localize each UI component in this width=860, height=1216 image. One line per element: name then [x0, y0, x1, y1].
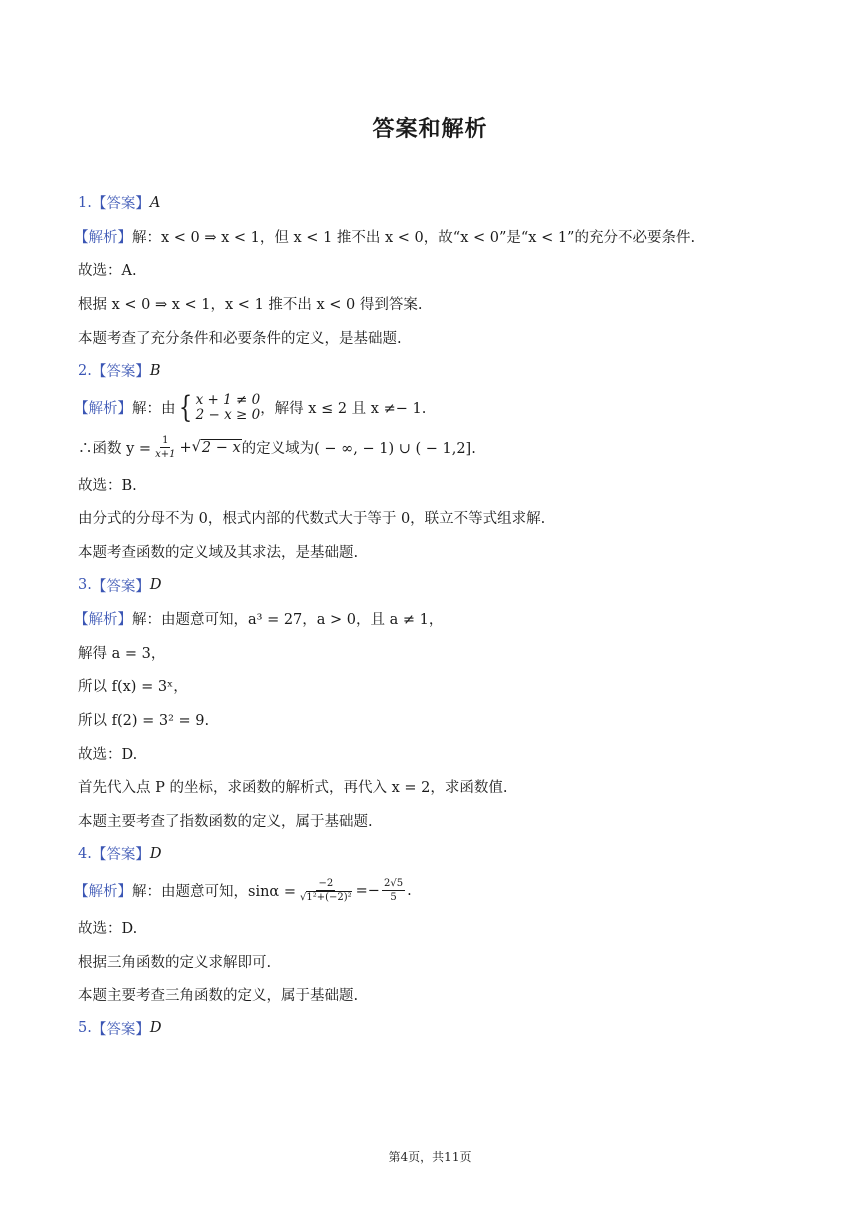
q4-end: .: [407, 882, 412, 899]
sqrt-icon: √: [191, 439, 201, 456]
q4-explanation: [74, 871, 778, 911]
q4-answer-line: [78, 837, 778, 871]
q2-domain-line: [78, 428, 778, 468]
q4-exp-tag: 【解析】: [74, 884, 132, 901]
q2-sqrt: [192, 439, 242, 456]
q4-fraction-1-radicand: 1²+(−2)²: [306, 891, 352, 903]
q5-number: 5.: [78, 1020, 92, 1037]
q2-plus: +: [179, 439, 192, 456]
q1-choose: 故选：A.: [78, 263, 137, 280]
page-footer: 第4页，共11页: [388, 1150, 472, 1164]
q2-answer-line: [78, 354, 778, 388]
q2-exp-pre: 解：由: [132, 401, 176, 418]
q2-fraction: [153, 435, 177, 461]
q4-fraction-1-denominator: [298, 891, 354, 904]
q2-inequality-system: [176, 389, 261, 425]
q3-hint: 首先代入点 P 的坐标，求函数的解析式，再代入 x = 2，求函数值.: [78, 780, 508, 797]
q4-summary: 本题主要考查三角函数的定义，属于基础题.: [78, 988, 359, 1005]
q5-answer-line: [78, 1011, 778, 1045]
q4-fraction-2-numerator: 2√5: [383, 877, 404, 889]
q2-system-row-2: 2 − x ≥ 0: [195, 406, 261, 423]
q4-answer-tag: 【答案】: [91, 847, 150, 864]
q2-exp-tag: 【解析】: [74, 401, 132, 418]
q3-answer-line: [78, 568, 778, 602]
q1-answer-line: [78, 186, 778, 220]
q1-answer-tag: 【答案】: [91, 196, 150, 213]
q2-system-row-1: x + 1 ≠ 0: [195, 391, 261, 408]
q3-line-3: 所以 f(x) = 3ˣ，: [78, 679, 188, 696]
q1-exp-text-a: 解：: [132, 229, 161, 246]
q4-hint: 根据三角函数的定义求解即可.: [78, 954, 272, 971]
q4-number: 4.: [78, 845, 92, 862]
q3-choose: 故选：D.: [78, 746, 138, 763]
q2-summary: 本题考查函数的定义域及其求法，是基础题.: [78, 545, 359, 562]
q3-line-2: 解得 a = 3，: [78, 645, 166, 662]
q5-answer-tag: 【答案】: [91, 1021, 150, 1038]
q3-exp-tag: 【解析】: [74, 612, 132, 629]
q2-explanation: [74, 388, 778, 428]
q2-hint: 由分式的分母不为 0，根式内部的代数式大于等于 0，联立不等式组求解.: [78, 511, 546, 528]
q5-answer: D: [149, 1020, 162, 1037]
q1-explanation: [74, 220, 778, 254]
q4-exp-pre: 解：由题意可知，sinα =: [132, 884, 296, 901]
q3-summary: 本题主要考查了指数函数的定义，属于基础题.: [78, 813, 373, 830]
q3-exp-text: 解：由题意可知，a³ = 27，a > 0，且 a ≠ 1，: [132, 612, 444, 629]
q1-answer: A: [149, 194, 161, 211]
q2-answer: B: [149, 362, 161, 379]
q1-hint: 根据 x < 0 ⇒ x < 1，x < 1 推不出 x < 0 得到答案.: [78, 297, 423, 314]
q1-number: 1.: [78, 194, 92, 211]
q3-explanation: [74, 602, 778, 636]
q3-number: 3.: [78, 577, 92, 594]
q1-summary: 本题考查了充分条件和必要条件的定义，是基础题.: [78, 330, 402, 347]
q2-exp-post: ，解得 x ≤ 2 且 x ≠− 1.: [260, 401, 427, 418]
sqrt-icon: √: [299, 891, 307, 903]
q4-equals: =−: [355, 882, 380, 899]
q4-fraction-2: [382, 878, 405, 904]
q4-fraction-1: [298, 878, 354, 904]
q2-sqrt-body: 2 − x: [201, 440, 241, 457]
q4-fraction-1-numerator: −2: [318, 877, 334, 889]
q2-fraction-numerator: 1: [162, 434, 169, 446]
q3-line-4: 所以 f(2) = 3² = 9.: [78, 713, 210, 730]
left-brace-icon: {: [178, 389, 192, 425]
q1-exp-tag: 【解析】: [74, 229, 132, 246]
q4-fraction-2-denominator: 5: [390, 891, 397, 903]
answer-content: [74, 186, 778, 1045]
q3-answer: D: [149, 577, 162, 594]
q2-domain-pre: ∴函数 y =: [78, 441, 152, 458]
q4-choose: 故选：D.: [78, 920, 138, 937]
q2-domain-post: 的定义域为( − ∞, − 1) ∪ ( − 1,2].: [241, 441, 476, 458]
page-title: 答案和解析: [372, 117, 488, 142]
q2-answer-tag: 【答案】: [91, 364, 150, 381]
q2-fraction-denominator: x+1: [155, 448, 176, 460]
q2-number: 2.: [78, 362, 92, 379]
q3-answer-tag: 【答案】: [91, 578, 150, 595]
q1-exp-text-b: x < 0 ⇒ x < 1，但 x < 1 推不出 x < 0，故“x < 0”是“x < 1”的充分不必要条件.: [161, 229, 696, 246]
q2-choose: 故选：B.: [78, 477, 137, 494]
q4-answer: D: [149, 845, 162, 862]
